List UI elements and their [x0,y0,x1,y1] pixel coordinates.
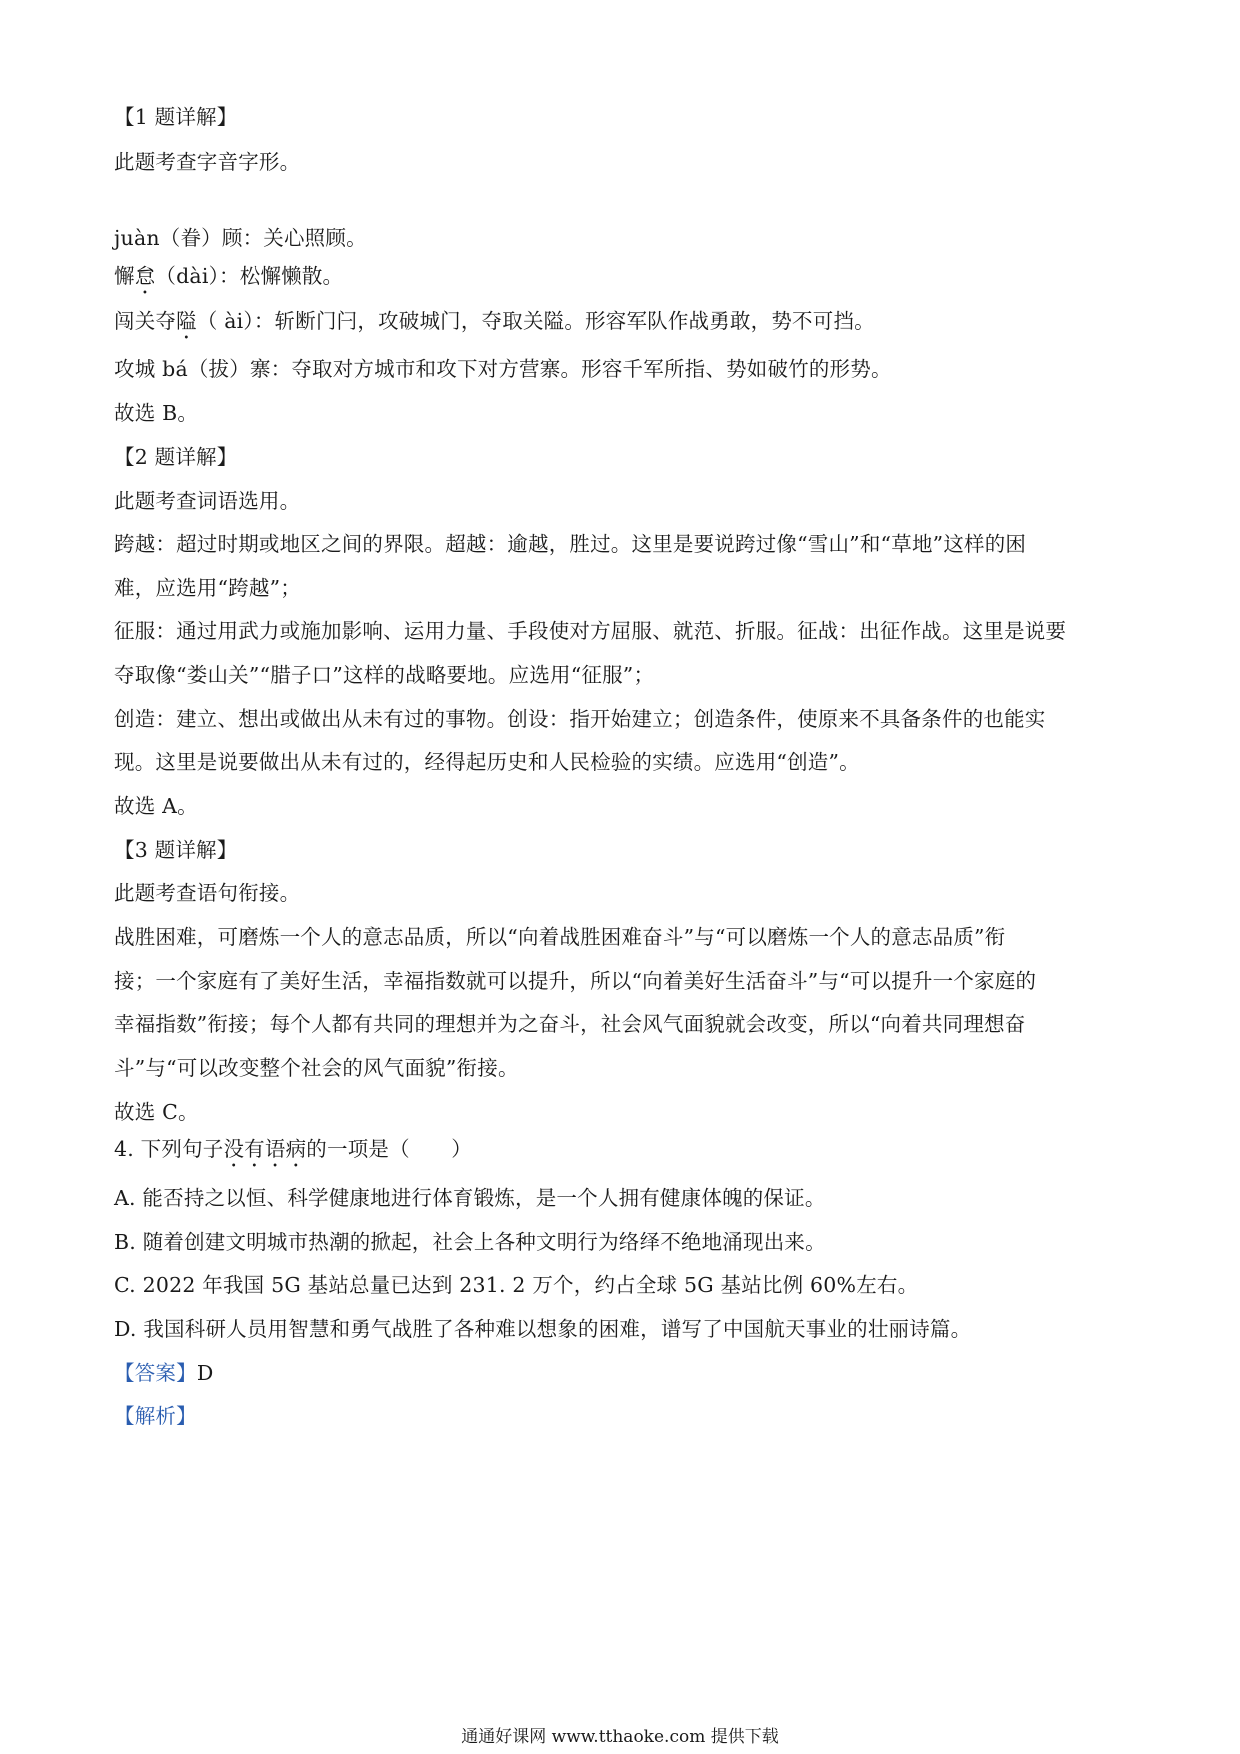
q3-line-4: 斗”与“可以改变整个社会的风气面貌”衔接。 [114,1056,519,1080]
q1-line-3-c: （ ài）：斩断门闩，攻破城门，夺取关隘。形容军队作战勇敢，势不可挡。 [196,309,875,333]
q2-answer: 故选 A。 [114,794,198,818]
q1-line-3 [114,307,1134,344]
q3-line-3: 幸福指数”衔接；每个人都有共同的理想并为之奋斗，社会风气面貌就会改变，所以“向着共同理想奋 [114,1012,1026,1036]
q3-intro: 此题考查语句衔接。 [114,881,301,905]
q1-line-3-a: 闯关夺 [114,309,177,333]
q4-stem-emph-2: 语病 [264,1137,307,1161]
q1-heading: 【1 题详解】 [114,105,238,129]
q2-line-6: 现。这里是说要做出从未有过的，经得起历史和人民检验的实绩。应选用“创造”。 [114,750,860,774]
q4-option-b: B. 随着创建文明城市热潮的掀起，社会上各种文明行为络绎不绝地涌现出来。 [114,1230,826,1254]
q3-line-1: 战胜困难，可磨炼一个人的意志品质，所以“向着战胜困难奋斗”与“可以磨炼一个人的意志品质”衔 [114,925,1006,949]
q1-line-2-emph: 怠 [134,264,156,288]
q1-line-1: juàn（眷）顾：关心照顾。 [114,226,367,250]
q4-answer-value: D [196,1361,214,1385]
page-footer: 通通好课网 www.tthaoke.com 提供下载 [461,1727,779,1747]
q3-line-2: 接；一个家庭有了美好生活，幸福指数就可以提升，所以“向着美好生活奋斗”与“可以提升一个家庭的 [114,969,1037,993]
q4-stem-a: 4. 下列句子 [114,1137,224,1161]
q1-line-3-emph: 隘 [176,309,197,333]
q2-line-4: 夺取像“娄山关”“腊子口”这样的战略要地。应选用“征服”； [114,663,655,687]
q3-answer: 故选 C。 [114,1100,199,1124]
q4-answer [114,1359,1134,1387]
q2-line-2: 难，应选用“跨越”； [114,576,301,600]
q2-line-5: 创造：建立、想出或做出从未有过的事物。创设：指开始建立；创造条件，使原来不具备条件的也能实 [114,707,1046,731]
q2-line-3: 征服：通过用武力或施加影响、运用力量、手段使对方屈服、就范、折服。征战：出征作战。这里是说要 [114,619,1067,643]
q1-line-2-c: （dài）：松懈懒散。 [155,264,344,288]
q4-answer-label: 【答案】 [114,1361,197,1385]
q1-intro: 此题考查字音字形。 [114,150,301,174]
q2-line-1: 跨越：超过时期或地区之间的界限。超越：逾越，胜过。这里是要说跨过像“雪山”和“草地”这样的困 [114,532,1027,556]
q1-line-2 [114,262,1134,299]
q2-intro: 此题考查词语选用。 [114,489,301,513]
q4-analysis-label: 【解析】 [114,1404,197,1428]
q3-heading: 【3 题详解】 [114,838,238,862]
q4-stem [114,1135,1134,1172]
q4-stem-d: 的一项是（ ） [306,1137,472,1161]
q4-stem-emph-1: 没有 [223,1137,265,1161]
q2-heading: 【2 题详解】 [114,445,238,469]
q1-line-4: 攻城 bá（拔）寨：夺取对方城市和攻下对方营寨。形容千军所指、势如破竹的形势。 [114,357,892,381]
q4-option-c: C. 2022 年我国 5G 基站总量已达到 231. 2 万个，约占全球 5G 基站比例 60%左右。 [114,1273,919,1297]
q4-option-d: D. 我国科研人员用智慧和勇气战胜了各种难以想象的困难，谱写了中国航天事业的壮丽诗篇。 [114,1317,972,1341]
q4-option-a: A. 能否持之以恒、科学健康地进行体育锻炼，是一个人拥有健康体魄的保证。 [114,1186,826,1210]
q1-line-2-a: 懈 [114,264,135,288]
q1-answer: 故选 B。 [114,401,199,425]
